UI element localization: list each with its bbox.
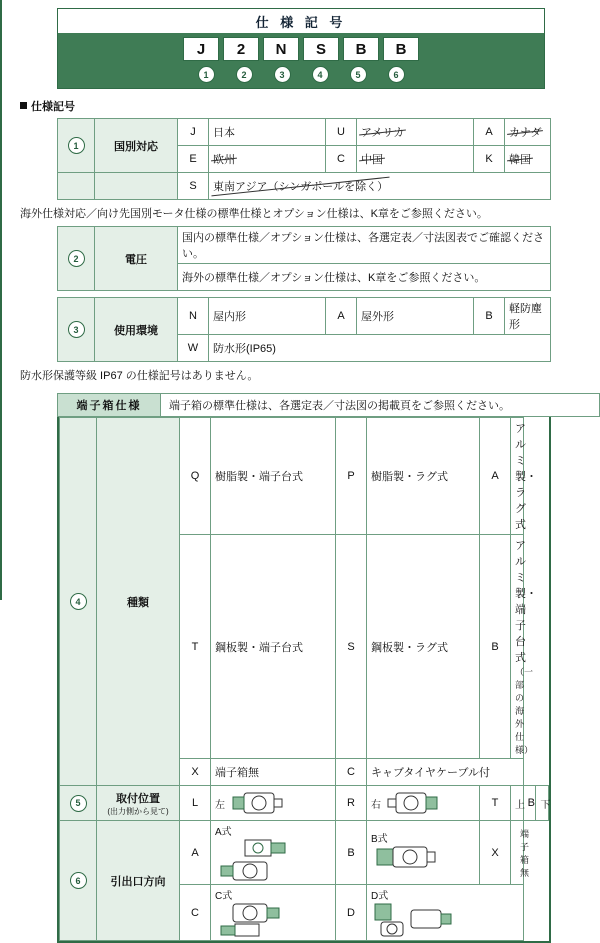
code-value-label: C式 bbox=[215, 891, 233, 902]
code-value-label: 上 bbox=[515, 799, 525, 811]
table-terminal-type bbox=[59, 417, 549, 941]
spec-number-wrap bbox=[341, 66, 375, 83]
table-row bbox=[58, 173, 551, 200]
code-key-cell: L bbox=[180, 786, 211, 821]
outlet-d-diagram-icon bbox=[371, 902, 481, 938]
spec-number-badge: 3 bbox=[274, 66, 291, 83]
table-row bbox=[58, 119, 551, 146]
code-value-label: B式 bbox=[371, 834, 388, 845]
spec-number-wrap bbox=[303, 66, 337, 83]
code-key-cell: T bbox=[480, 786, 511, 821]
motor-right-diagram-icon bbox=[386, 788, 446, 818]
code-key-cell: X bbox=[480, 821, 511, 885]
table-environment bbox=[57, 297, 551, 362]
spec-header-title: 仕 様 記 号 bbox=[58, 9, 544, 33]
row-number-cell bbox=[58, 298, 95, 362]
code-key-cell: X bbox=[180, 759, 211, 786]
code-key-cell: A bbox=[480, 418, 511, 535]
code-value-cell: 軽防塵形 bbox=[505, 298, 551, 335]
code-value-cell bbox=[367, 786, 480, 821]
spec-code-cell: S bbox=[303, 37, 339, 61]
code-value-cell: キャブタイヤケーブル付 bbox=[367, 759, 524, 786]
code-value-cell bbox=[367, 885, 524, 941]
code-key-cell: N bbox=[178, 298, 209, 335]
row-name-cell: 使用環境 bbox=[95, 298, 178, 362]
table-row bbox=[60, 786, 549, 821]
code-value-label: 右 bbox=[371, 799, 381, 811]
voltage-note-line: 国内の標準仕様／オプション仕様は、各選定表／寸法図表でご確認ください。 bbox=[178, 227, 551, 264]
code-value-label: 下 bbox=[540, 799, 551, 811]
spec-number-badge: 2 bbox=[236, 66, 253, 83]
table-voltage bbox=[57, 226, 551, 291]
struck-text: カナダ bbox=[509, 124, 541, 140]
code-value-cell: 樹脂製・ラグ式 bbox=[367, 418, 480, 535]
code-value-cell bbox=[211, 786, 336, 821]
code-key-cell: D bbox=[336, 885, 367, 941]
code-value-line2: （一部の海外仕様） bbox=[515, 667, 534, 755]
code-key-cell: A bbox=[326, 298, 357, 335]
code-value-cell: 屋外形 bbox=[357, 298, 474, 335]
code-value-cell bbox=[536, 786, 549, 821]
spec-code-cell: J bbox=[183, 37, 219, 61]
code-value-cell: 防水形(IP65) bbox=[209, 335, 551, 362]
spec-number-badge: 4 bbox=[312, 66, 329, 83]
row-number-cell bbox=[60, 418, 97, 786]
spec-number-wrap bbox=[189, 66, 223, 83]
code-value-cell bbox=[211, 821, 336, 885]
section-label-spec bbox=[20, 98, 600, 114]
code-key-cell: C bbox=[326, 146, 357, 173]
spec-number-wrap bbox=[379, 66, 413, 83]
code-key-cell: Q bbox=[180, 418, 211, 535]
code-value-label: A式 bbox=[215, 827, 232, 838]
row-number-cell bbox=[60, 821, 97, 941]
spec-code-cell: N bbox=[263, 37, 299, 61]
table-row bbox=[60, 821, 549, 885]
code-key-cell: B bbox=[523, 786, 536, 821]
terminal-note: 端子箱の標準仕様は、各選定表／寸法図の掲載頁をご参照ください。 bbox=[161, 393, 600, 417]
struck-text: アメリカ bbox=[361, 124, 404, 140]
row-name-cell: 電圧 bbox=[95, 227, 178, 291]
code-key-cell: B bbox=[474, 298, 505, 335]
code-value-label: D式 bbox=[371, 891, 389, 902]
row-name-cell: 引出口方向 bbox=[97, 821, 180, 941]
code-value-cell bbox=[511, 786, 524, 821]
terminal-tag: 端子箱仕様 bbox=[57, 393, 161, 417]
code-value-cell bbox=[505, 119, 551, 146]
code-value-cell bbox=[211, 885, 336, 941]
code-key-cell: W bbox=[178, 335, 209, 362]
code-key-cell: A bbox=[474, 119, 505, 146]
code-value-cell: 端子箱無 bbox=[211, 759, 336, 786]
terminal-box bbox=[57, 417, 551, 943]
row-number-badge: 2 bbox=[68, 250, 85, 267]
code-key-cell: E bbox=[178, 146, 209, 173]
code-key-cell: C bbox=[180, 885, 211, 941]
code-key-cell: B bbox=[336, 821, 367, 885]
code-value-cell bbox=[357, 119, 474, 146]
code-value-cell: 鋼板製・ラグ式 bbox=[367, 535, 480, 759]
outlet-b-diagram-icon bbox=[371, 845, 467, 875]
voltage-note-line: 海外の標準仕様／オプション仕様は、K章をご参照ください。 bbox=[178, 264, 551, 291]
row-name-cell-empty bbox=[95, 173, 178, 200]
code-key-cell: U bbox=[326, 119, 357, 146]
code-value-cell bbox=[357, 146, 474, 173]
row-number-badge: 5 bbox=[70, 795, 87, 812]
row-number-cell bbox=[58, 119, 95, 173]
struck-text: 欧州 bbox=[213, 151, 235, 167]
table-row bbox=[58, 298, 551, 335]
code-key-cell: A bbox=[180, 821, 211, 885]
outlet-c-diagram-icon bbox=[215, 902, 325, 938]
spec-code-cell: 2 bbox=[223, 37, 259, 61]
spec-number-badge: 1 bbox=[198, 66, 215, 83]
code-value-cell: 日本 bbox=[209, 119, 326, 146]
table-row bbox=[58, 227, 551, 264]
code-key-cell: C bbox=[336, 759, 367, 786]
code-value-cell bbox=[209, 173, 551, 200]
spec-number-wrap bbox=[227, 66, 261, 83]
note-country: 海外仕様対応／向け先国別モータ仕様の標準仕様とオプション仕様は、K章をご参照ください。 bbox=[20, 208, 488, 220]
struck-text: 韓国 bbox=[509, 151, 531, 167]
spec-number-badge: 5 bbox=[350, 66, 367, 83]
code-value-cell bbox=[505, 146, 551, 173]
row-number-cell-empty bbox=[58, 173, 95, 200]
outlet-a-diagram-icon bbox=[215, 838, 325, 882]
code-value-line1: アルミ製・端子台式 bbox=[515, 540, 537, 664]
code-value-cell bbox=[511, 535, 537, 759]
code-value-cell bbox=[511, 821, 530, 885]
code-value-cell: 鋼板製・端子台式 bbox=[211, 535, 336, 759]
row-number-badge: 3 bbox=[68, 321, 85, 338]
row-name-cell: 種類 bbox=[97, 418, 180, 786]
code-value-label: 端子箱無 bbox=[520, 828, 530, 878]
code-key-cell: R bbox=[336, 786, 367, 821]
code-value-label: 左 bbox=[215, 799, 225, 811]
note-environment: 防水形保護等級 IP67 の仕様記号はありません。 bbox=[20, 370, 259, 382]
row-name-cell: 国別対応 bbox=[95, 119, 178, 173]
code-key-cell: P bbox=[336, 418, 367, 535]
code-value-cell: 樹脂製・端子台式 bbox=[211, 418, 336, 535]
spec-number-badge: 6 bbox=[388, 66, 405, 83]
row-name-cell bbox=[97, 786, 180, 821]
spec-code-cell: B bbox=[383, 37, 419, 61]
spec-code-row bbox=[58, 33, 544, 66]
table-country bbox=[57, 118, 551, 200]
row-name-text: 取付位置 bbox=[116, 792, 160, 805]
code-value-cell: アルミ製・ラグ式 bbox=[511, 418, 524, 535]
code-key-cell: B bbox=[480, 535, 511, 759]
code-key-cell: S bbox=[178, 173, 209, 200]
motor-left-diagram-icon bbox=[230, 788, 290, 818]
row-number-cell bbox=[60, 786, 97, 821]
code-key-cell: T bbox=[180, 535, 211, 759]
row-number-badge: 4 bbox=[70, 593, 87, 610]
spec-number-wrap bbox=[265, 66, 299, 83]
struck-text: 中国 bbox=[361, 151, 383, 167]
terminal-subheader bbox=[57, 393, 600, 417]
bullet-square-icon bbox=[20, 102, 27, 109]
code-key-cell: S bbox=[336, 535, 367, 759]
code-key-cell: K bbox=[474, 146, 505, 173]
row-number-cell bbox=[58, 227, 95, 291]
spec-number-row bbox=[58, 66, 544, 88]
section-label-text: 仕様記号 bbox=[31, 101, 75, 113]
row-number-badge: 1 bbox=[68, 137, 85, 154]
spec-code-cell: B bbox=[343, 37, 379, 61]
row-number-badge: 6 bbox=[70, 872, 87, 889]
struck-text: 東南アジア（シンガポールを除く） bbox=[213, 178, 388, 194]
code-value-cell bbox=[209, 146, 326, 173]
row-name-sub: (出力側から見て) bbox=[107, 806, 169, 816]
code-value-cell: 屋内形 bbox=[209, 298, 326, 335]
spec-code-header bbox=[57, 8, 545, 89]
table-row bbox=[60, 418, 549, 535]
code-key-cell: J bbox=[178, 119, 209, 146]
code-value-cell bbox=[367, 821, 480, 885]
